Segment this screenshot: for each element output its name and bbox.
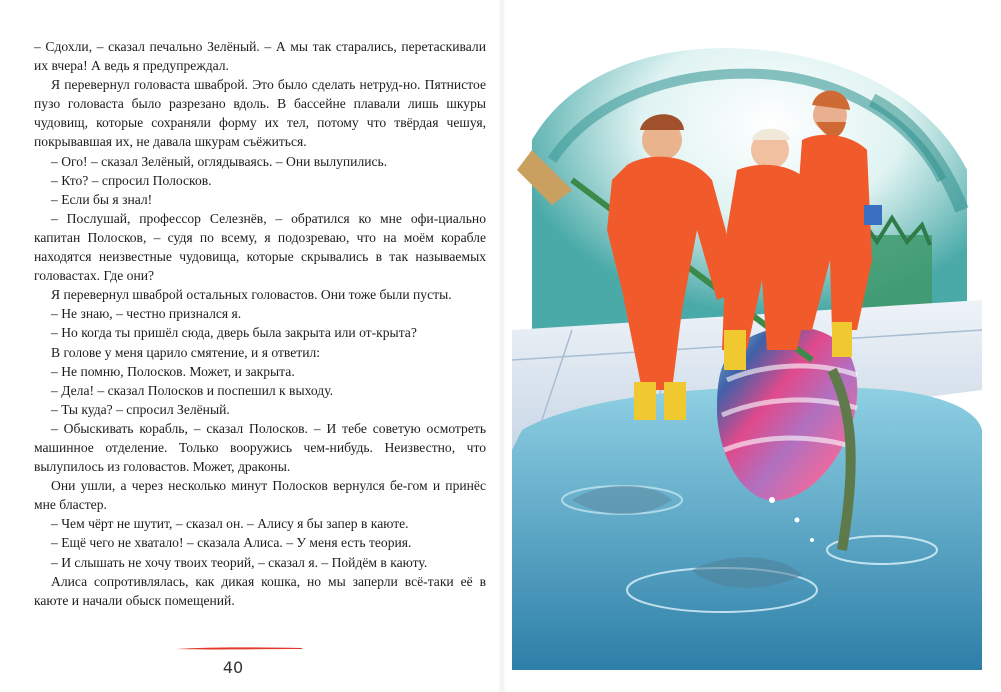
paragraph: – Не помню, Полосков. Может, и закрыта. [51,363,295,379]
paragraph: – Чем чёрт не шутит, – сказал он. – Алису я бы запер в каюте. [51,516,409,532]
paragraph: – Обыскивать корабль, – сказал Полосков. – И тебе советую осмотреть машинное отделение. Только вооружись чем-нибудь. Неизвестно, что вылупилось из головастов. Может, драконы. [34,420,487,475]
paragraph: Я перевернул шваброй остальных головастов. Они тоже были пусты. [51,287,452,303]
paragraph: – Дела! – сказал Полосков и поспешил к выходу. [51,382,334,398]
paragraph: – Не знаю, – честно признался я. [51,306,242,322]
paragraph: – Сдохли, – сказал печально Зелёный. – А мы так старались, перетаскивали их вчера! А ведь я предупреждал. [34,39,486,74]
paragraph: – Ого! – сказал Зелёный, оглядываясь. – Они вылупились. [51,153,388,169]
footer-rule [176,646,302,650]
paragraph: – Кто? – спросил Полосков. [51,172,212,188]
illustration [512,30,982,670]
paragraph: Алиса сопротивлялась, как дикая кошка, но мы заперли всё-таки её в каюте и начали обыск помещений. [34,573,487,608]
paragraph: – Ты куда? – спросил Зелёный. [51,401,230,417]
paragraph: В голове у меня царило смятение, и я ответил: [51,344,321,360]
paragraph: – И слышать не хочу твоих теорий, – сказал я. – Пойдём в каюту. [51,554,428,570]
paragraph: – Если бы я знал! [51,191,153,207]
book-gutter [498,0,506,692]
paragraph: – Но когда ты пришёл сюда, дверь была закрыта или от-крыта? [51,325,417,341]
text-column [34,37,486,610]
paragraph: Я перевернул головаста шваброй. Это было сделать нетруд-но. Пятнистое пузо головаста было разрезано вдоль. В бассейне плавали лишь шкуры чудовищ, которые сохраняли форму их тел, потому что твёрдая чешуя, покрывавшая их, не давала шкурам съёжиться. [34,77,487,150]
paragraph: – Ещё чего не хватало! – сказала Алиса. – У меня есть теория. [51,535,412,551]
paragraph: Они ушли, а через несколько минут Полосков вернулся бе-гом и принёс мне бластер. [34,478,486,513]
paragraph: – Послушай, профессор Селезнёв, – обратился ко мне офи-циально капитан Полосков, – судя по всему, я подозреваю, что на моём корабле находятся неизвестные чудовища, которые скрывались в так называемых головастах. Где они? [34,210,487,284]
page-number: 40 [222,658,244,677]
